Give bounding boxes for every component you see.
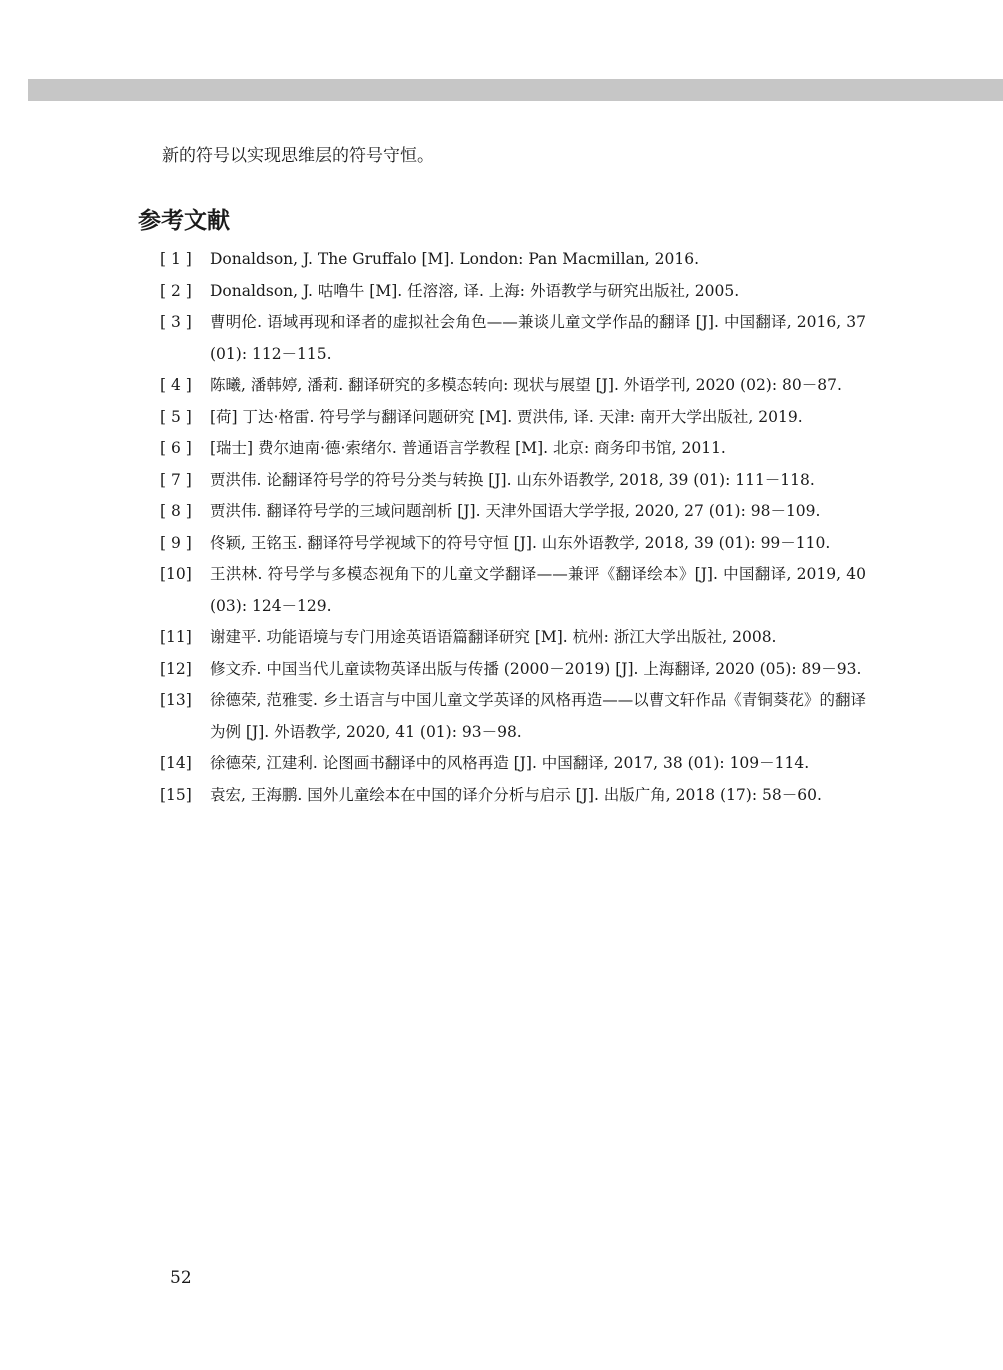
- reference-text: 徐德荣, 范雅雯. 乡土语言与中国儿童文学英译的风格再造——以曹文轩作品《青铜葵花》的翻译为例 [J]. 外语教学, 2020, 41 (01): 93－98.: [210, 691, 866, 741]
- reference-number: [ 4 ]: [160, 376, 192, 394]
- reference-text: 修文乔. 中国当代儿童读物英译出版与传播 (2000－2019) [J]. 上海翻译, 2020 (05): 89－93.: [210, 659, 862, 678]
- reference-number: [ 5 ]: [160, 407, 192, 426]
- reference-item: [160, 496, 866, 528]
- page-number: 52: [170, 1268, 192, 1288]
- reference-number: [ 8 ]: [160, 502, 192, 520]
- reference-item: [160, 276, 866, 308]
- reference-number: [14]: [160, 754, 192, 772]
- reference-number: [ 2 ]: [160, 281, 192, 300]
- body-text-continuation: 新的符号以实现思维层的符号守恒。: [162, 146, 434, 166]
- reference-text: Donaldson, J. 咕噜牛 [M]. 任溶溶, 译. 上海: 外语教学与研究出版社, 2005.: [210, 281, 740, 300]
- reference-number: [ 1 ]: [160, 250, 192, 268]
- reference-number: [ 9 ]: [160, 533, 192, 552]
- reference-item: [160, 654, 866, 686]
- reference-number: [13]: [160, 691, 192, 709]
- reference-item: [160, 528, 866, 560]
- reference-text: Donaldson, J. The Gruffalo [M]. London: Pan Macmillan, 2016.: [210, 250, 700, 268]
- reference-item: [160, 370, 866, 402]
- reference-text: 陈曦, 潘韩婷, 潘莉. 翻译研究的多模态转向: 现状与展望 [J]. 外语学刊, 2020 (02): 80－87.: [210, 376, 842, 394]
- reference-text: 徐德荣, 江建利. 论图画书翻译中的风格再造 [J]. 中国翻译, 2017, 38 (01): 109－114.: [210, 754, 810, 772]
- reference-item: [160, 244, 866, 276]
- reference-text: [荷] 丁达·格雷. 符号学与翻译问题研究 [M]. 贾洪伟, 译. 天津: 南开大学出版社, 2019.: [210, 407, 803, 426]
- reference-text: 贾洪伟. 翻译符号学的三域问题剖析 [J]. 天津外国语大学学报, 2020, 27 (01): 98－109.: [210, 502, 821, 520]
- header-band: [28, 79, 1003, 101]
- reference-item: [160, 622, 866, 654]
- reference-item: [160, 748, 866, 780]
- reference-item: [160, 433, 866, 465]
- reference-number: [10]: [160, 565, 192, 583]
- reference-item: [160, 307, 866, 370]
- reference-item: [160, 465, 866, 497]
- reference-text: 贾洪伟. 论翻译符号学的符号分类与转换 [J]. 山东外语教学, 2018, 39 (01): 111－118.: [210, 470, 815, 489]
- reference-text: 谢建平. 功能语境与专门用途英语语篇翻译研究 [M]. 杭州: 浙江大学出版社, 2008.: [210, 628, 777, 646]
- reference-number: [11]: [160, 628, 192, 646]
- reference-text: 曹明伦. 语域再现和译者的虚拟社会角色——兼谈儿童文学作品的翻译 [J]. 中国翻译, 2016, 37 (01): 112－115.: [210, 313, 866, 363]
- reference-number: [ 6 ]: [160, 439, 192, 457]
- references-heading: 参考文献: [138, 208, 230, 234]
- reference-text: 王洪林. 符号学与多模态视角下的儿童文学翻译——兼评《翻译绘本》[J]. 中国翻译, 2019, 40 (03): 124－129.: [210, 565, 866, 615]
- reference-list: [160, 244, 866, 811]
- reference-number: [12]: [160, 659, 192, 678]
- reference-item: [160, 780, 866, 812]
- reference-item: [160, 402, 866, 434]
- reference-text: 袁宏, 王海鹏. 国外儿童绘本在中国的译介分析与启示 [J]. 出版广角, 2018 (17): 58－60.: [210, 785, 822, 804]
- reference-text: [瑞士] 费尔迪南·德·索绪尔. 普通语言学教程 [M]. 北京: 商务印书馆, 2011.: [210, 439, 726, 457]
- reference-item: [160, 685, 866, 748]
- reference-item: [160, 559, 866, 622]
- reference-number: [15]: [160, 785, 192, 804]
- reference-number: [ 7 ]: [160, 470, 192, 489]
- reference-number: [ 3 ]: [160, 313, 192, 331]
- reference-text: 佟颖, 王铭玉. 翻译符号学视域下的符号守恒 [J]. 山东外语教学, 2018, 39 (01): 99－110.: [210, 533, 831, 552]
